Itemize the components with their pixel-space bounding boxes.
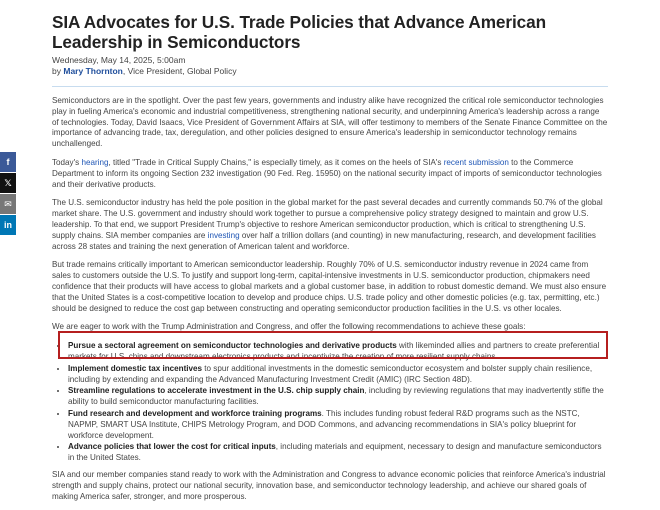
facebook-share-button[interactable] bbox=[0, 152, 16, 172]
facebook-icon: f bbox=[6, 157, 10, 167]
paragraph-leadership: The U.S. semiconductor industry has held the pole position in the global market for the past several decades and currently commands 50.7% of the global market share. The U.S. government and industry should work together to pursue a comprehensive policy strategy designed to maintain and grow U.S. leadership. To that end, we support President Trump's objective to reshore American semiconductor production, which is critical to strengthening U.S. supply chains. SIA member companies are investing over half a trillion dollars (and counting) in new manufacturing, research, and development facilities across 28 states and training the next generation of American talent and workforce. bbox=[52, 198, 603, 251]
publish-date: Wednesday, May 14, 2025, 5:00am bbox=[52, 55, 186, 65]
x-share-button[interactable] bbox=[0, 173, 16, 193]
x-icon: 𝕏 bbox=[4, 177, 12, 188]
linkedin-icon: in bbox=[4, 220, 12, 230]
article bbox=[52, 0, 608, 510]
share-bar bbox=[0, 152, 16, 236]
list-item: • Implement domestic tax incentives to spur additional investments in the domestic semiconductor ecosystem and bolster supply chain resilience, including by extending and expanding the Advanced Manufacturing Investment Credit (AMIC) (IRC Section 48D). bbox=[68, 364, 608, 386]
hearing-link[interactable]: hearing bbox=[81, 157, 109, 167]
author-link[interactable]: Mary Thornton bbox=[63, 66, 123, 76]
email-share-button[interactable] bbox=[0, 194, 16, 214]
list-item: • Advance policies that lower the cost for critical inputs, including materials and equipment, necessary to design and manufacture semiconductors in the United States. bbox=[68, 442, 608, 464]
author-role: , Vice President, Global Policy bbox=[122, 66, 237, 76]
list-item: • Streamline regulations to accelerate investment in the U.S. chip supply chain, including by reviewing regulations that may inadvertently stifle the ability to build semiconductor manufacturing facilities. bbox=[68, 386, 608, 408]
byline bbox=[52, 66, 608, 77]
list-item: • Pursue a sectoral agreement on semiconductor technologies and derivative products with likeminded allies and partners to create preferential markets for U.S. chips and downstream electronics products and incentivize the creation of more resilient supply chains. bbox=[68, 341, 608, 363]
list-item: • Fund research and development and workforce training programs. This includes funding robust federal R&D programs such as the NSTC, NAPMP, SMART USA Institute, CHIPS Metrology Program, and DOD Commons, and advancing recommendations in SIA's policy blueprint for workforce development. bbox=[68, 409, 608, 441]
recent-submission-link[interactable]: recent submission bbox=[443, 157, 509, 167]
paragraph-closing: SIA and our member companies stand ready to work with the Administration and Congress to advance economic policies that reinforce America's industrial strength and supply chains, protect our national security, innovation base, and semiconductor technology leadership, and achieve our shared goals of making America safer, stronger, and more prosperous. bbox=[52, 469, 606, 501]
divider bbox=[52, 86, 608, 87]
recommendations-list bbox=[52, 341, 608, 464]
investing-link[interactable]: investing bbox=[207, 230, 240, 240]
email-icon: ✉ bbox=[4, 198, 12, 209]
paragraph-hearing: Today's hearing, titled "Trade in Critical Supply Chains," is especially timely, as it comes on the heels of SIA's recent submission to the Commerce Department to inform its ongoing Section 232 investigation (90 Fed. Reg. 15950) on the national security impact of imports of semiconductor technologies and their derivative products. bbox=[52, 157, 602, 189]
paragraph-trade: But trade remains critically important to American semiconductor leadership. Roughly 70% of U.S. semiconductor industry revenue in 2024 came from sales to customers outside the U.S. To justify and support long-term, capital-intensive investments in U.S. semiconductor production, chipmakers need confidence that their products will have access to global markets and a global customer base, in addition to robust domestic demand. We must also ensure that the United States is a cost-competitive location to develop and produce chips. U.S. trade policy and other domestic policies (e.g. tax, permitting, etc.) should be designed to reduce the cost gap between constructing and operating semiconductor production facilities in the U.S. vs other locales. bbox=[52, 260, 607, 313]
article-title: SIA Advocates for U.S. Trade Policies that Advance American Leadership in Semiconductors bbox=[52, 12, 546, 52]
paragraph-recommendations-intro: We are eager to work with the Trump Administration and Congress, and offer the following recommendations to achieve these goals: bbox=[52, 322, 526, 332]
byline-prefix: by bbox=[52, 66, 61, 76]
linkedin-share-button[interactable] bbox=[0, 215, 16, 235]
paragraph-intro: Semiconductors are in the spotlight. Over the past few years, governments and industry alike have recognized the critical role semiconductor technologies play in fueling America's economic and industrial competitiveness, strengthening national security, and underpinning America's leadership across a range of technologies. Today, David Isaacs, Vice President of Government Affairs at SIA, will offer testimony to members of the Senate Finance Committee on the importance of advancing trade, tax, deregulation, and other policies designed to ensure America's leadership in semiconductor technology remains unchallenged. bbox=[52, 96, 608, 149]
highlight-box bbox=[58, 331, 608, 359]
